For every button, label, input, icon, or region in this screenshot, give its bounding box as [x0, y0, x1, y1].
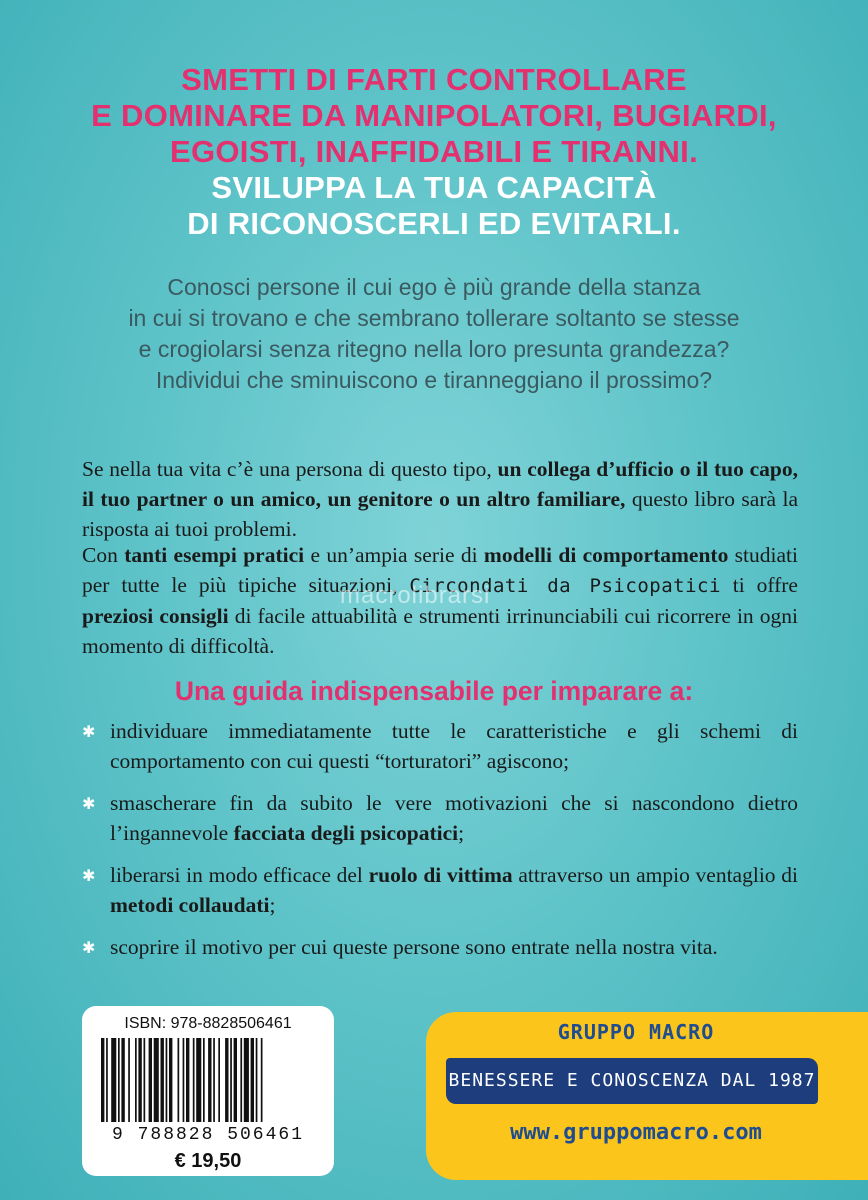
list-item	[82, 932, 798, 962]
p2-text-e: studiati per tutte le più tipiche situazioni,	[82, 543, 798, 597]
star-bullet-icon: ✱	[82, 868, 96, 885]
bullet-text: scoprire il motivo per cui queste persone sono entrate nella nostra vita.	[110, 935, 718, 959]
paragraph-1	[82, 454, 798, 544]
star-bullet-icon: ✱	[82, 724, 96, 741]
intro-line-4: Individui che sminuiscono e tiranneggiano il prossimo?	[155, 367, 713, 393]
intro-paragraph	[0, 272, 868, 396]
intro-line-1: Conosci persone il cui ego è più grande della stanza	[167, 274, 701, 300]
p1-text-c: questo libro sarà la risposta ai tuoi problemi.	[82, 487, 798, 541]
bullet-bold: facciata degli psicopatici	[233, 821, 459, 845]
headline-line-5: DI RICONOSCERLI ED EVITARLI.	[187, 206, 681, 241]
bullet-list	[82, 716, 798, 974]
publisher-name: GRUPPO MACRO	[557, 1020, 715, 1044]
bullet-text: liberarsi in modo efficace del	[110, 863, 369, 887]
publisher-tagline: BENESSERE E CONOSCENZA DAL 1987	[446, 1058, 818, 1104]
isbn-digits: 9 788828 506461	[111, 1125, 305, 1145]
p2-text-c: e un’ampia serie di	[304, 543, 484, 567]
star-bullet-icon: ✱	[82, 796, 96, 813]
headline	[0, 62, 868, 242]
p1-text-a: Se nella tua vita c’è una persona di questo tipo,	[82, 457, 498, 481]
headline-line-1: SMETTI DI FARTI CONTROLLARE	[181, 62, 687, 97]
intro-line-2: in cui si trovano e che sembrano tollerare soltanto se stesse	[128, 305, 740, 331]
bullet-bold-2: metodi collaudati	[110, 893, 270, 917]
bullet-text: individuare immediatamente tutte le caratteristiche e gli schemi di comportamento con cui questi “torturatori” agiscono;	[110, 719, 798, 773]
isbn-label: ISBN: 978-8828506461	[124, 1015, 292, 1032]
barcode-icon	[101, 1038, 315, 1122]
p2-bold-2: modelli di comportamento	[483, 543, 729, 567]
p2-bold-3: preziosi consigli	[82, 604, 229, 628]
bullet-text-end: ;	[269, 893, 276, 917]
bullet-text: smascherare fin da subito le vere motivazioni che si nascondono dietro l’ingannevole	[110, 791, 798, 845]
bullet-bold: ruolo di vittima	[368, 863, 513, 887]
headline-line-2: E DOMINARE DA MANIPOLATORI, BUGIARDI,	[91, 98, 777, 133]
publisher-website[interactable]: www.gruppomacro.com	[510, 1120, 762, 1145]
watermark: macrolibrarsi	[340, 582, 491, 609]
guide-title: Una guida indispensabile per imparare a:	[174, 676, 694, 706]
p2-text-g: ti offre	[720, 573, 798, 597]
intro-line-3: e crogiolarsi senza ritegno nella loro presunta grandezza?	[138, 336, 730, 362]
bullet-text-end: ;	[458, 821, 465, 845]
list-item	[82, 788, 798, 848]
p1-bold: un collega d’ufficio o il tuo capo, il tuo partner o un amico, un genitore o un altro familiare,	[82, 457, 798, 511]
price: € 19,50	[174, 1150, 242, 1172]
headline-line-4: SVILUPPA LA TUA CAPACITÀ	[211, 170, 657, 205]
book-title: Circondati da Psicopatici	[409, 575, 721, 597]
barcode-box	[82, 1006, 334, 1176]
list-item	[82, 860, 798, 920]
list-item	[82, 716, 798, 776]
p2-bold-1: tanti esempi pratici	[124, 543, 305, 567]
bullet-text-mid: attraverso un ampio ventaglio di	[512, 863, 798, 887]
star-bullet-icon: ✱	[82, 940, 96, 957]
headline-line-3: EGOISTI, INAFFIDABILI E TIRANNI.	[170, 134, 698, 169]
p2-text-a: Con	[82, 543, 125, 567]
p2-text-i: di facile attuabilità e strumenti irrinunciabili cui ricorrere in ogni momento di difficoltà.	[82, 604, 798, 658]
